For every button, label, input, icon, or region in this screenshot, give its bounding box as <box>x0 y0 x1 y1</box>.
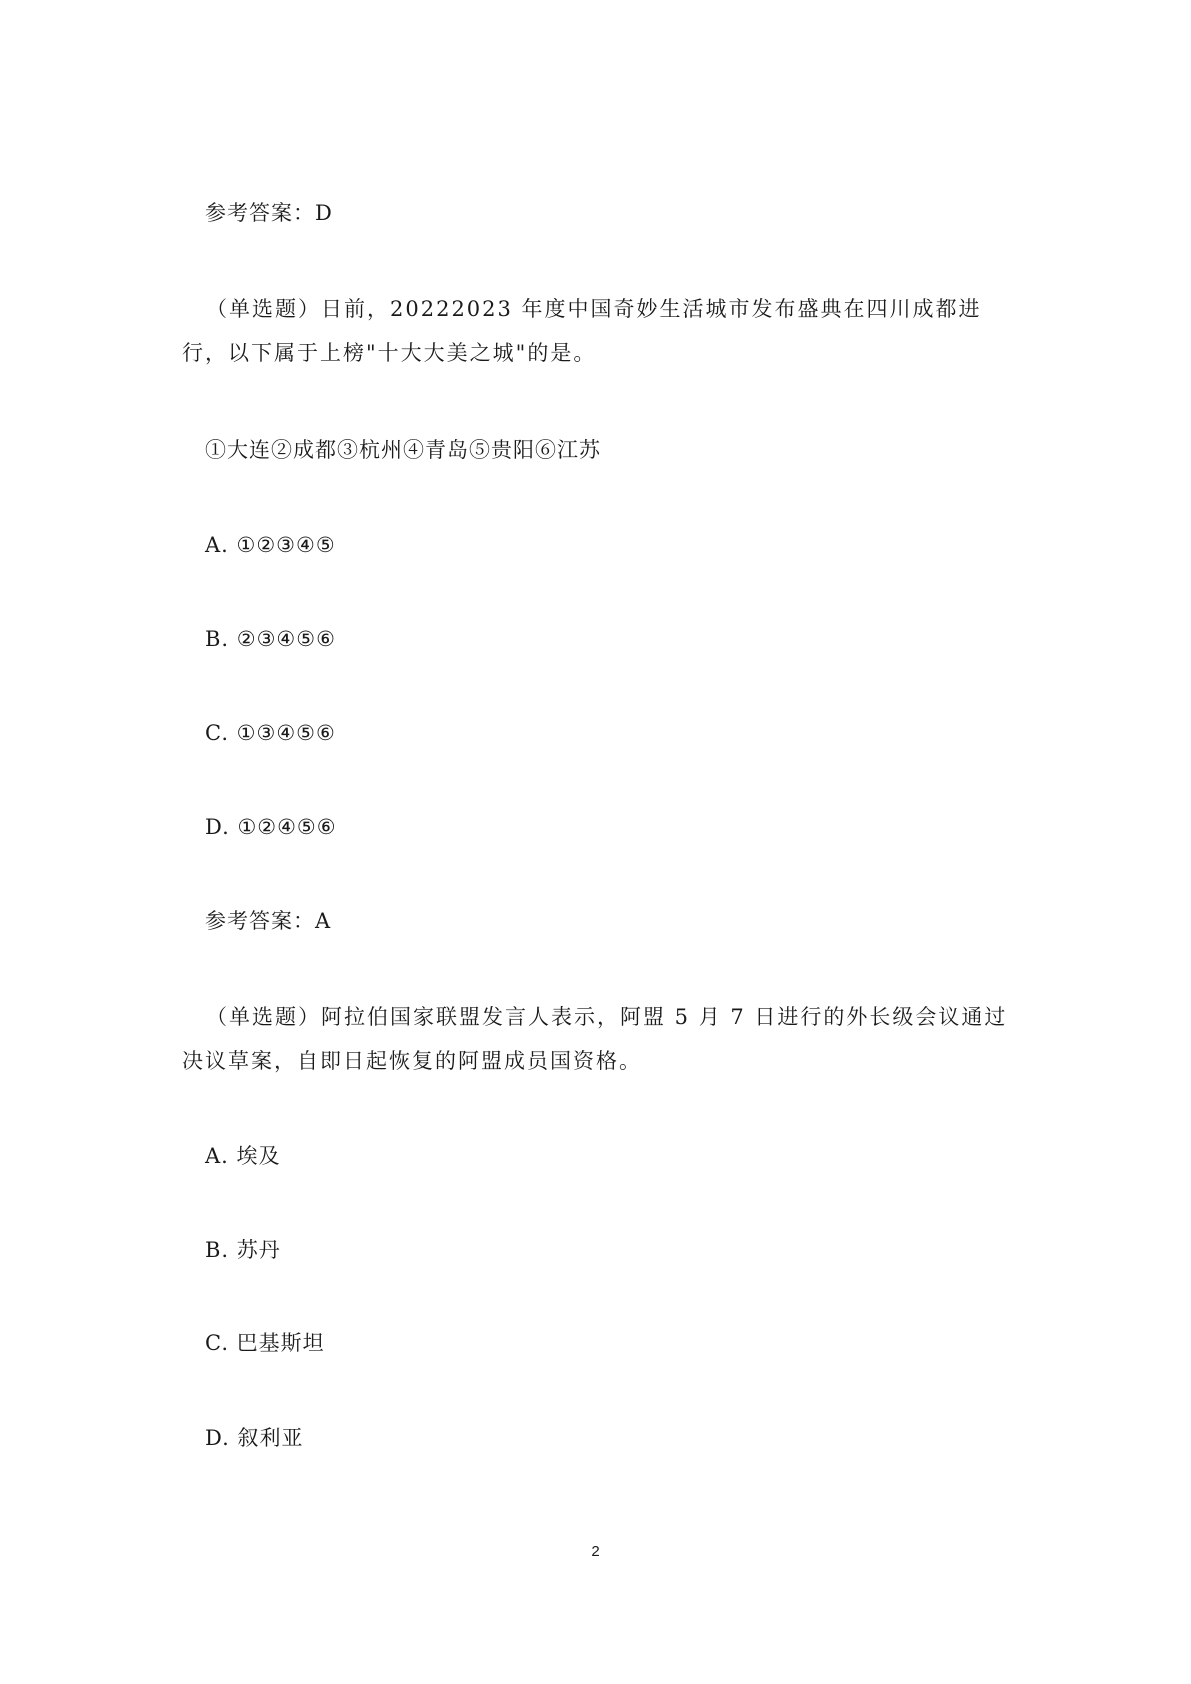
question-1-option-d: D. ①②④⑤⑥ <box>205 815 337 839</box>
question-2-option-d: D. 叙利亚 <box>205 1426 304 1450</box>
question-2-option-a: A. 埃及 <box>205 1144 281 1168</box>
page-number: 2 <box>591 1543 600 1560</box>
question-1-stem: （单选题）日前，20222023 年度中国奇妙生活城市发布盛典在四川成都进行，以下属于上榜"十大大美之城"的是。 <box>182 297 982 365</box>
question-1-answer: 参考答案：A <box>205 909 332 933</box>
previous-answer: 参考答案：D <box>205 201 333 225</box>
question-1-option-c: C. ①③④⑤⑥ <box>205 721 336 745</box>
question-2-option-c: C. 巴基斯坦 <box>205 1331 325 1355</box>
question-1-sub-stem: ①大连②成都③杭州④青岛⑤贵阳⑥江苏 <box>205 438 601 462</box>
question-1-option-a: A. ①②③④⑤ <box>205 533 336 557</box>
question-2-stem: （单选题）阿拉伯国家联盟发言人表示，阿盟 5 月 7 日进行的外长级会议通过决议草案，自即日起恢复的阿盟成员国资格。 <box>182 1005 1008 1073</box>
question-1-option-b: B. ②③④⑤⑥ <box>205 627 336 651</box>
question-2-option-b: B. 苏丹 <box>205 1238 281 1262</box>
